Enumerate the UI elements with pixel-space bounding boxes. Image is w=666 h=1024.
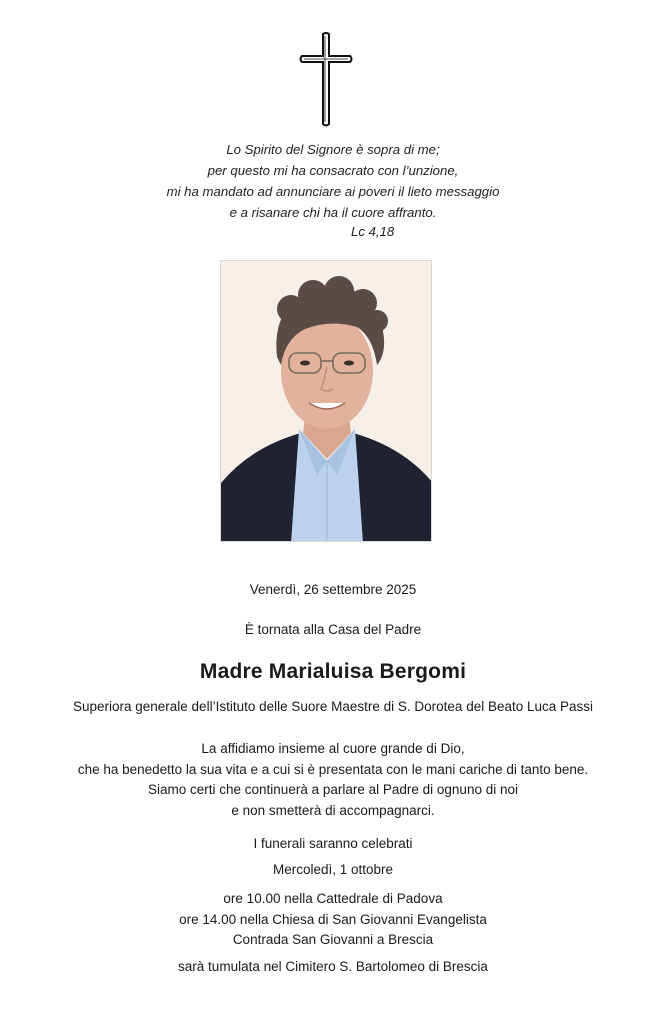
quote-line: Lo Spirito del Signore è sopra di me; <box>226 142 440 157</box>
announcement-returned: È tornata alla Casa del Padre <box>244 622 422 637</box>
deceased-role: Superiora generale dell’Istituto delle Suore Maestre di S. Dorotea del Beato Luca Passi <box>72 699 594 714</box>
message-line: Siamo certi che continuerà a parlare al Padre di ognuno di noi <box>148 782 518 797</box>
funeral-line: Contrada San Giovanni a Brescia <box>232 932 434 947</box>
quote-line: per questo mi ha consacrato con l’unzione, <box>207 163 459 178</box>
deceased-name: Madre Marialuisa Bergomi <box>199 660 467 683</box>
funeral-day: Mercoledì, 1 ottobre <box>272 862 394 877</box>
message-line: La affidiamo insieme al cuore grande di Dio, <box>201 741 465 756</box>
message-line: e non smetterà di accompagnarci. <box>231 802 435 818</box>
burial-info: sarà tumulata nel Cimitero S. Bartolomeo di Brescia <box>178 959 488 974</box>
quote-line: mi ha mandato ad annunciare ai poveri il lieto messaggio <box>166 184 500 199</box>
scripture-quote <box>0 139 666 223</box>
funeral-line: ore 14.00 nella Chiesa di San Giovanni Evangelista <box>179 911 487 927</box>
funeral-intro: I funerali saranno celebrati <box>253 836 413 851</box>
message-line: che ha benedetto la sua vita e a cui si è presentata con le mani cariche di tanto bene. <box>77 761 589 777</box>
announcement-date: Venerdì, 26 settembre 2025 <box>249 582 417 597</box>
portrait-photo <box>220 260 432 542</box>
portrait-illustration <box>221 261 432 542</box>
condolence-message <box>0 739 666 821</box>
scripture-reference: Lc 4,18 <box>351 224 395 239</box>
funeral-details <box>0 889 666 951</box>
cross-icon <box>296 30 356 130</box>
funeral-line: ore 10.00 nella Cattedrale di Padova <box>223 891 443 906</box>
quote-line: e a risanare chi ha il cuore affranto. <box>229 205 437 220</box>
